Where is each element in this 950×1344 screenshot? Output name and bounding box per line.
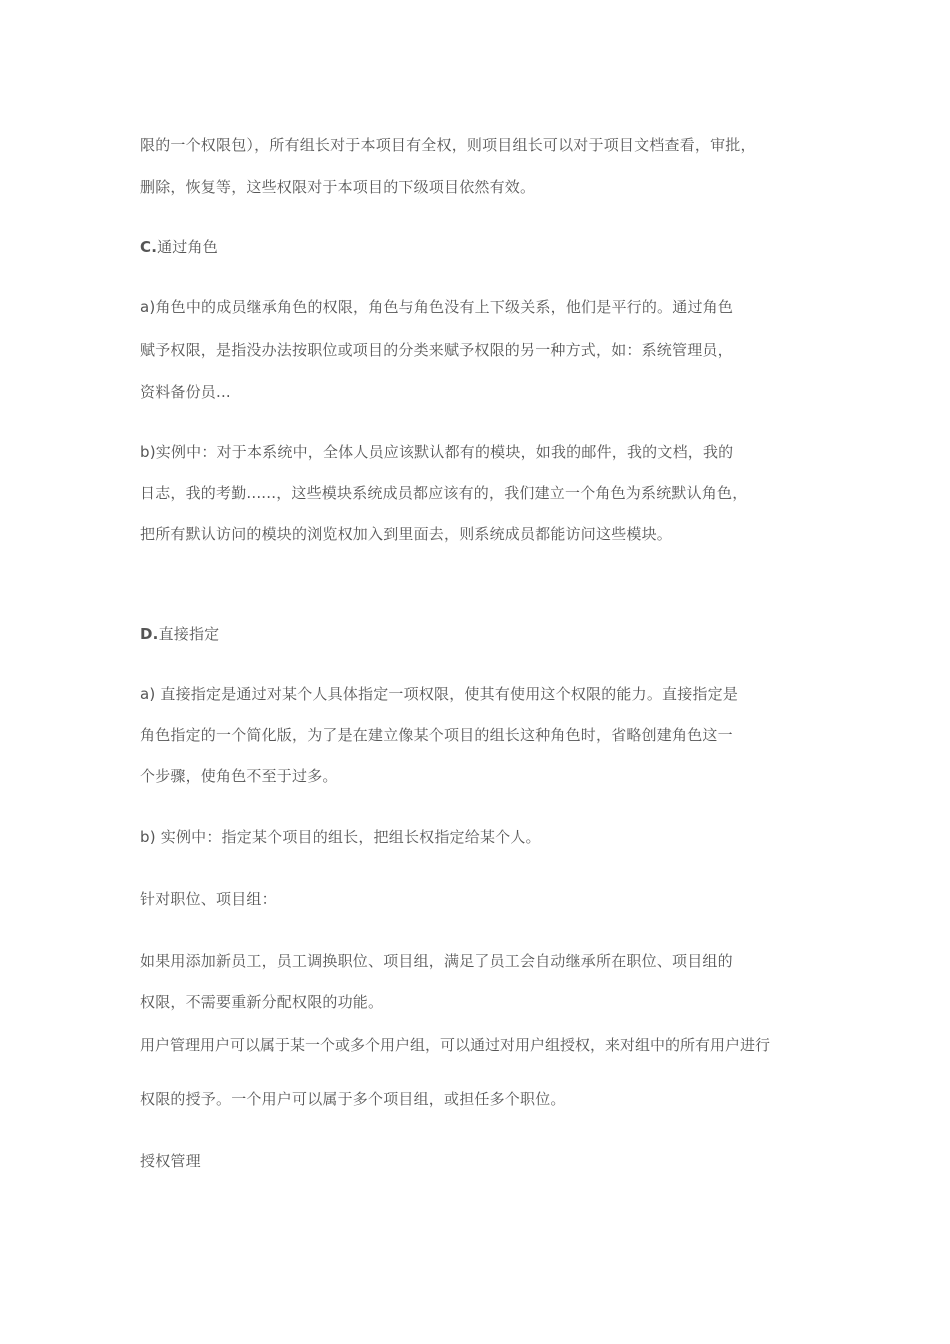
section-d-heading bbox=[140, 624, 219, 644]
intro-line-2: 删除，恢复等，这些权限对于本项目的下级项目依然有效。 bbox=[140, 178, 536, 196]
position-group-line-1: 如果用添加新员工，员工调换职位、项目组，满足了员工会自动继承所在职位、项目组的 bbox=[140, 952, 733, 970]
section-d-a-line-1: a) 直接指定是通过对某个人具体指定一项权限，使其有使用这个权限的能力。直接指定是 bbox=[140, 685, 739, 703]
section-d-mark: D. bbox=[140, 625, 159, 643]
section-c-title: 通过角色 bbox=[157, 238, 218, 256]
section-c-heading bbox=[140, 237, 218, 257]
section-c-b-line-2: 日志，我的考勤......，这些模块系统成员都应该有的，我们建立一个角色为系统默认角色， bbox=[140, 484, 748, 502]
section-c-mark: C. bbox=[140, 238, 158, 256]
section-c-a-line-3: 资料备份员... bbox=[140, 383, 231, 401]
section-c-a-line-1: a)角色中的成员继承角色的权限，角色与角色没有上下级关系，他们是平行的。通过角色 bbox=[140, 298, 734, 316]
section-c-b-line-3: 把所有默认访问的模块的浏览权加入到里面去，则系统成员都能访问这些模块。 bbox=[140, 525, 673, 543]
position-group-line-3: 权限的授予。一个用户可以属于多个项目组，或担任多个职位。 bbox=[140, 1090, 566, 1108]
section-d-b-line-1: b) 实例中：指定某个项目的组长，把组长权指定给某个人。 bbox=[140, 828, 541, 846]
position-group-title: 针对职位、项目组： bbox=[140, 890, 277, 908]
auth-management-title: 授权管理 bbox=[140, 1152, 201, 1170]
section-c-b-line-1: b)实例中：对于本系统中，全体人员应该默认都有的模块，如我的邮件，我的文档，我的 bbox=[140, 443, 734, 461]
position-group-line-2: 权限，不需要重新分配权限的功能。 bbox=[140, 993, 384, 1011]
section-d-title: 直接指定 bbox=[158, 625, 220, 643]
section-d-a-line-2: 角色指定的一个简化版，为了是在建立像某个项目的组长这种角色时，省略创建角色这一 bbox=[140, 726, 733, 744]
intro-line-1: 限的一个权限包），所有组长对于本项目有全权，则项目组长可以对于项目文档查看，审批， bbox=[140, 136, 756, 154]
section-c-a-line-2: 赋予权限，是指没办法按职位或项目的分类来赋予权限的另一种方式，如：系统管理员， bbox=[140, 341, 733, 359]
section-d-a-line-3: 个步骤，使角色不至于过多。 bbox=[140, 767, 338, 785]
user-management-paragraph: 用户管理用户可以属于某一个或多个用户组，可以通过对用户组授权，来对组中的所有用户进行 bbox=[140, 1036, 771, 1054]
